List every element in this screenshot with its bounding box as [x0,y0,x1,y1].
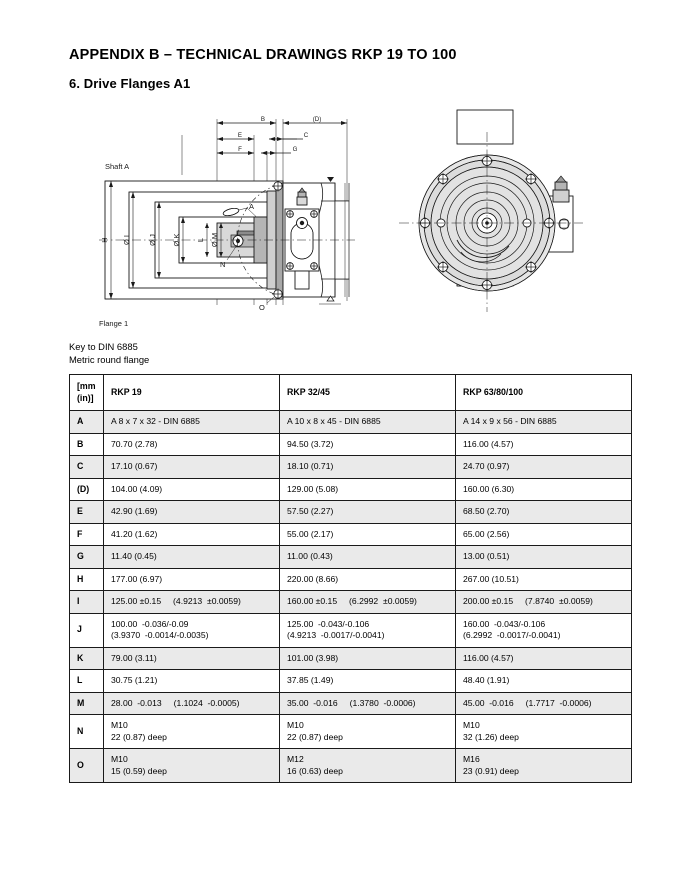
cell-line: 37.85 (1.49) [287,675,334,685]
cell-line: M10 [111,720,128,730]
cell-line: 70.70 (2.78) [111,438,158,449]
table-cell [456,692,632,715]
table-cell [280,433,456,456]
drawing-label-g: G [292,146,298,153]
table-cell [456,591,632,614]
row-key: O [70,749,104,783]
drawing-label-flange: Flange 1 [99,319,129,328]
table-row [70,591,632,614]
cell-line: 45.00 -0.016 (1.7717 -0.0006) [463,697,592,708]
cell-line: 129.00 (5.08) [287,483,339,494]
table-cell [280,749,456,783]
cell-line: 55.00 (2.17) [287,528,334,539]
table-cell [456,546,632,569]
cell-line: A 10 x 8 x 45 - DIN 6885 [287,416,381,426]
cell-line: (4.9213 -0.0017/-0.0041) [287,630,385,640]
table-cell [280,456,456,479]
section-subtitle: 6. Drive Flanges A1 [69,76,191,91]
table-cell [104,456,280,479]
table-row [70,501,632,524]
cell-line: 24.70 (0.97) [463,461,510,471]
cell-line: 100.00 -0.036/-0.09 [111,618,189,629]
table-cell [104,591,280,614]
drawing-label-b: B [260,116,266,123]
table-cell [104,613,280,647]
table-cell [456,523,632,546]
table-cell [456,478,632,501]
table-cell [104,478,280,501]
table-cell [280,501,456,524]
table-cell [280,670,456,693]
cell-line: 125.00 -0.043/-0.106 [287,618,370,629]
table-row [70,523,632,546]
table-row [70,692,632,715]
table-cell [456,613,632,647]
cell-line: 18.10 (0.71) [287,461,334,471]
cell-line: 65.00 (2.56) [463,528,510,539]
table-cell [104,568,280,591]
table-cell [104,523,280,546]
table-row [70,478,632,501]
table-row [70,613,632,647]
table-cell [104,546,280,569]
table-cell [280,613,456,647]
row-key: L [70,670,104,693]
row-key: (D) [70,478,104,501]
drawing-label-m: Ø M [210,232,219,248]
table-row [70,670,632,693]
cell-line: 116.00 (4.57) [463,438,514,449]
cell-line: 200.00 ±0.15 (7.8740 ±0.0059) [463,596,593,606]
table-cell [280,692,456,715]
table-cell [104,749,280,783]
table-cell [280,568,456,591]
page-title: APPENDIX B – TECHNICAL DRAWINGS RKP 19 TO 100 [69,47,457,63]
drawing-label-shaft: Shaft A [105,162,130,171]
column-header-unit: [mm (in)] [70,375,104,411]
cell-line: 13.00 (0.51) [463,551,510,561]
table-cell [280,478,456,501]
table-row [70,546,632,569]
cell-line: 57.50 (2.27) [287,506,334,516]
drawing-label-d: (D) [312,116,322,123]
drawing-label-h: H [100,237,109,243]
cell-line: 160.00 -0.043/-0.106 [463,618,546,629]
cell-line: 22 (0.87) deep [287,731,343,742]
row-key: I [70,591,104,614]
cell-line: 220.00 (8.66) [287,573,339,584]
cell-line: (3.9370 -0.0014/-0.0035) [111,630,209,640]
cell-line: M10 [463,720,480,730]
table-cell [456,411,632,434]
cell-line: 11.00 (0.43) [287,551,333,561]
cell-line: 125.00 ±0.15 (4.9213 ±0.0059) [111,596,241,606]
table-cell [104,670,280,693]
table-cell [104,715,280,749]
cell-line: 17.10 (0.67) [111,461,158,471]
cell-line: 116.00 (4.57) [463,652,514,663]
column-header-rkp6380100: RKP 63/80/100 [456,375,632,411]
row-key: N [70,715,104,749]
table-cell [456,456,632,479]
row-key: G [70,546,104,569]
row-key: K [70,647,104,670]
row-key: E [70,501,104,524]
table-row [70,749,632,783]
cell-line: A 14 x 9 x 56 - DIN 6885 [463,416,557,426]
key-note-line-1: Key to DIN 6885 [69,341,138,352]
row-key: H [70,568,104,591]
table-cell [456,433,632,456]
table-cell [456,749,632,783]
drawing-label-e: E [237,132,243,139]
table-cell [280,715,456,749]
cell-line: 22 (0.87) deep [111,731,167,742]
technical-drawing [69,105,631,335]
drawing-label-j: Ø J [148,234,157,246]
row-key: C [70,456,104,479]
cell-line: 104.00 (4.09) [111,483,163,494]
drawing-label-i: Ø I [122,234,131,246]
table-row [70,411,632,434]
table-cell [104,692,280,715]
column-header-rkp3245: RKP 32/45 [280,375,456,411]
drawing-label-c: C [303,132,309,139]
cell-line: 68.50 (2.70) [463,506,510,516]
drawing-callout-a: A [249,202,255,211]
table-row [70,456,632,479]
specifications-table [69,374,632,783]
table-row [70,568,632,591]
row-key: A [70,411,104,434]
cell-line: M10 [111,754,128,764]
cell-line: A 8 x 7 x 32 - DIN 6885 [111,416,200,426]
row-key: J [70,613,104,647]
table-row [70,647,632,670]
table-cell [280,591,456,614]
cell-line: 35.00 -0.016 (1.3780 -0.0006) [287,697,416,708]
column-header-rkp19: RKP 19 [104,375,280,411]
table-cell [104,411,280,434]
key-note [69,341,149,366]
cell-line: 23 (0.91) deep [463,765,519,776]
cell-line: M10 [287,720,304,730]
drawing-callout-n: N [220,260,226,269]
cell-line: 94.50 (3.72) [287,438,334,449]
cell-line: 41.20 (1.62) [111,528,158,539]
drawing-label-f: F [238,146,242,153]
cell-line: 101.00 (3.98) [287,652,339,663]
table-cell [456,715,632,749]
table-row [70,715,632,749]
table-cell [456,501,632,524]
cell-line: 177.00 (6.97) [111,573,163,584]
table-cell [456,647,632,670]
table-cell [280,647,456,670]
cell-line: 16 (0.63) deep [287,765,343,776]
table-cell [104,433,280,456]
drawing-callout-o: O [259,303,265,312]
table-cell [280,523,456,546]
table-row [70,433,632,456]
cell-line: 11.40 (0.45) [111,551,157,561]
key-note-line-2: Metric round flange [69,353,150,365]
cell-line: 28.00 -0.013 (1.1024 -0.0005) [111,697,240,708]
cell-line: (6.2992 -0.0017/-0.0041) [463,630,561,640]
cell-line: 48.40 (1.91) [463,675,510,685]
cell-line: M16 [463,754,480,764]
table-cell [456,670,632,693]
cell-line: 30.75 (1.21) [111,675,158,685]
drawing-label-l: L [196,237,205,243]
cell-line: 160.00 ±0.15 (6.2992 ±0.0059) [287,596,417,606]
table-cell [104,501,280,524]
table-body [70,411,632,783]
drawing-label-k: Ø K [172,233,181,247]
cell-line: 79.00 (3.11) [111,652,157,663]
row-key: B [70,433,104,456]
cell-line: 160.00 (6.30) [463,483,515,494]
table-cell [104,647,280,670]
cell-line: 32 (1.26) deep [463,731,519,742]
cell-line: M12 [287,754,304,764]
cell-line: 15 (0.59) deep [111,765,167,776]
row-key: M [70,692,104,715]
cell-line: 267.00 (10.51) [463,573,519,584]
cell-line: 42.90 (1.69) [111,506,158,516]
table-cell [280,546,456,569]
row-key: F [70,523,104,546]
table-cell [456,568,632,591]
table-cell [280,411,456,434]
table-header-row [70,375,632,411]
